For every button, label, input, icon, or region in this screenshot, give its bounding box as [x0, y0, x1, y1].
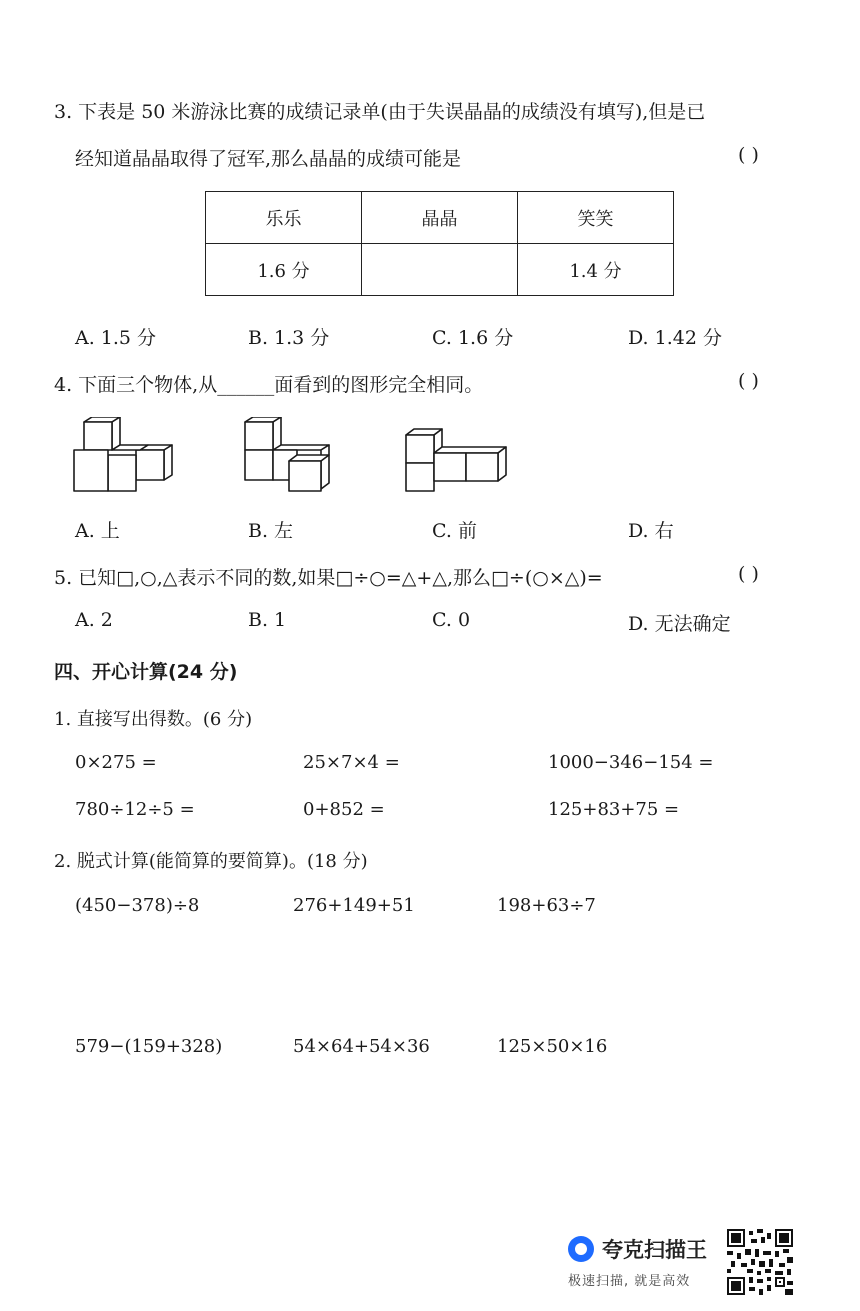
mental-math-item: 1000−346−154 =	[548, 752, 714, 773]
brand-name: 夸克扫描王	[602, 1238, 707, 1262]
mental-math-item: 25×7×4 =	[303, 752, 400, 773]
q4-option-b: B. 左	[248, 520, 294, 542]
brand-logo-icon	[568, 1236, 594, 1262]
mental-math-item: 780÷12÷5 =	[75, 799, 195, 820]
q3-option-d: D. 1.42 分	[628, 327, 722, 349]
calc-item: (450−378)÷8	[75, 895, 200, 916]
calc-item: 125×50×16	[497, 1036, 608, 1057]
table-row	[206, 244, 674, 296]
scanner-watermark	[568, 1233, 728, 1293]
q3-option-b: B. 1.3 分	[248, 327, 330, 349]
calc-item: 198+63÷7	[497, 895, 596, 916]
q5-option-d: D. 无法确定	[628, 613, 731, 635]
table-cell: 1.4 分	[518, 244, 674, 296]
mental-math-item: 0×275 =	[75, 752, 157, 773]
q3-answer-bracket: ( )	[738, 144, 759, 166]
section-title: 四、开心计算(24 分)	[54, 661, 238, 683]
q3-option-c: C. 1.6 分	[432, 327, 514, 349]
part2-title: 2. 脱式计算(能简算的要简算)。(18 分)	[54, 851, 368, 872]
q5-answer-bracket: ( )	[738, 563, 759, 585]
table-cell: 1.6 分	[206, 244, 362, 296]
table-cell	[362, 244, 518, 296]
qr-code-icon	[727, 1229, 793, 1295]
q3-text-line1: 3. 下表是 50 米游泳比赛的成绩记录单(由于失误晶晶的成绩没有填写),但是已	[54, 101, 706, 123]
calc-item: 579−(159+328)	[75, 1036, 223, 1057]
cube-figure-a	[72, 417, 176, 495]
score-table	[205, 191, 674, 296]
q4-option-d: D. 右	[628, 520, 674, 542]
part1-title: 1. 直接写出得数。(6 分)	[54, 709, 253, 730]
mental-math-item: 0+852 =	[303, 799, 385, 820]
q4-answer-bracket: ( )	[738, 370, 759, 392]
brand-slogan: 极速扫描, 就是高效	[568, 1274, 691, 1289]
q4-option-c: C. 前	[432, 520, 477, 542]
calc-item: 54×64+54×36	[293, 1036, 430, 1057]
q3-text-line2: 经知道晶晶取得了冠军,那么晶晶的成绩可能是	[75, 148, 462, 170]
q4-option-a: A. 上	[75, 520, 120, 542]
mental-math-item: 125+83+75 =	[548, 799, 680, 820]
cube-figure-c	[402, 427, 508, 495]
cube-figure-b	[241, 417, 337, 495]
q5-option-c: C. 0	[432, 609, 471, 631]
calc-item: 276+149+51	[293, 895, 415, 916]
q5-option-b: B. 1	[248, 609, 287, 631]
q4-text: 4. 下面三个物体,从______面看到的图形完全相同。	[54, 374, 484, 396]
table-row	[206, 192, 674, 244]
table-header-cell: 晶晶	[362, 192, 518, 244]
q5-text: 5. 已知□,○,△表示不同的数,如果□÷○=△+△,那么□÷(○×△)=	[54, 567, 603, 589]
q3-option-a: A. 1.5 分	[75, 327, 157, 349]
table-header-cell: 笑笑	[518, 192, 674, 244]
table-header-cell: 乐乐	[206, 192, 362, 244]
q5-option-a: A. 2	[75, 609, 113, 631]
